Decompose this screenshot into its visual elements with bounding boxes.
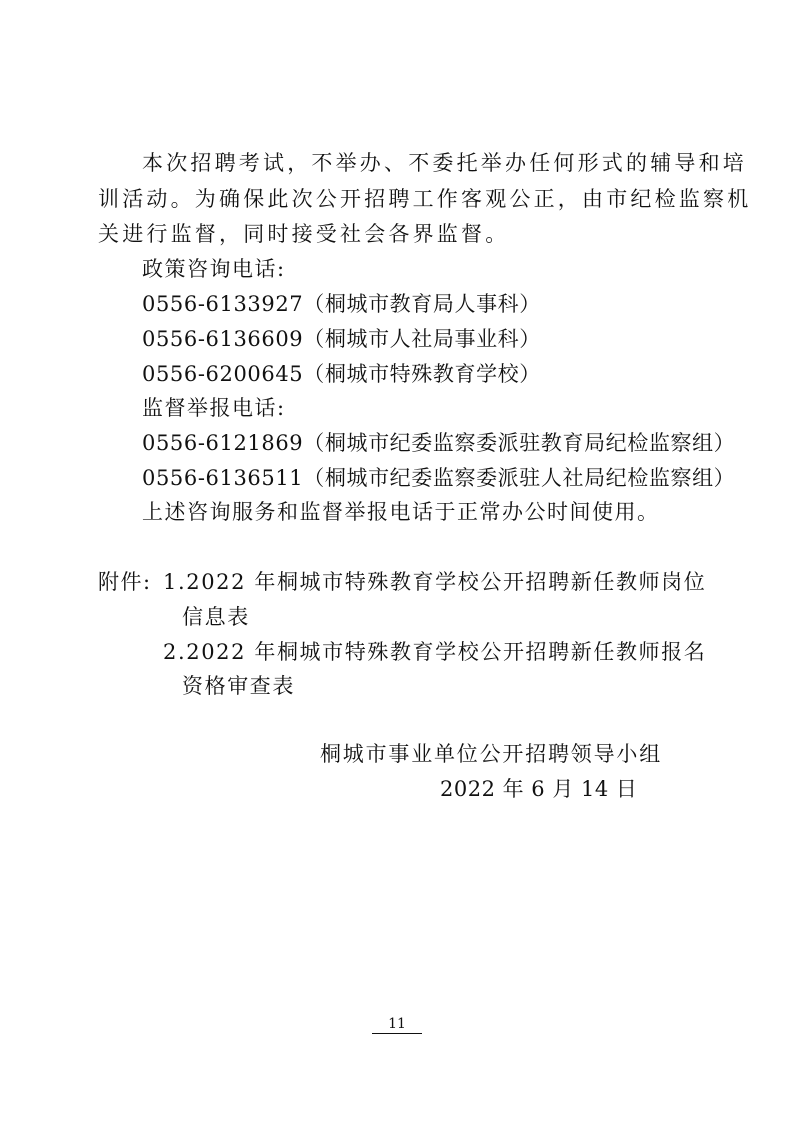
supervision-report-heading: 监督举报电话: <box>142 396 286 420</box>
attachments-label: 附件: <box>98 570 152 594</box>
attachment-item-2: 2.2022 年桐城市特殊教育学校公开招聘新任教师报名 <box>163 640 707 664</box>
attachment-item-2-continuation: 资格审查表 <box>182 674 295 698</box>
paragraph-line: 训活动。为确保此次公开招聘工作客观公正，由市纪检监察机 <box>98 187 752 211</box>
issuing-organization: 桐城市事业单位公开招聘领导小组 <box>320 742 662 766</box>
policy-phone-line: 0556-6136609（桐城市人社局事业科） <box>142 327 541 351</box>
policy-phone-line: 0556-6133927（桐城市教育局人事科） <box>142 292 541 316</box>
closing-note: 上述咨询服务和监督举报电话于正常办公时间使用。 <box>142 500 660 524</box>
paragraph-line: 关进行监督，同时接受社会各界监督。 <box>98 222 510 246</box>
paragraph-line: 本次招聘考试，不举办、不委托举办任何形式的辅导和培 <box>142 151 747 175</box>
page-number: 11 <box>372 1016 422 1034</box>
policy-consultation-heading: 政策咨询电话: <box>142 257 286 281</box>
issue-date: 2022 年 6 月 14 日 <box>440 777 638 801</box>
supervision-phone-line: 0556-6136511（桐城市纪委监察委派驻人社局纪检监察组） <box>142 466 736 490</box>
supervision-phone-line: 0556-6121869（桐城市纪委监察委派驻教育局纪检监察组） <box>142 431 736 455</box>
attachment-item-1: 1.2022 年桐城市特殊教育学校公开招聘新任教师岗位 <box>163 570 707 594</box>
attachment-item-1-continuation: 信息表 <box>182 605 250 629</box>
policy-phone-line: 0556-6200645（桐城市特殊教育学校） <box>142 362 541 386</box>
